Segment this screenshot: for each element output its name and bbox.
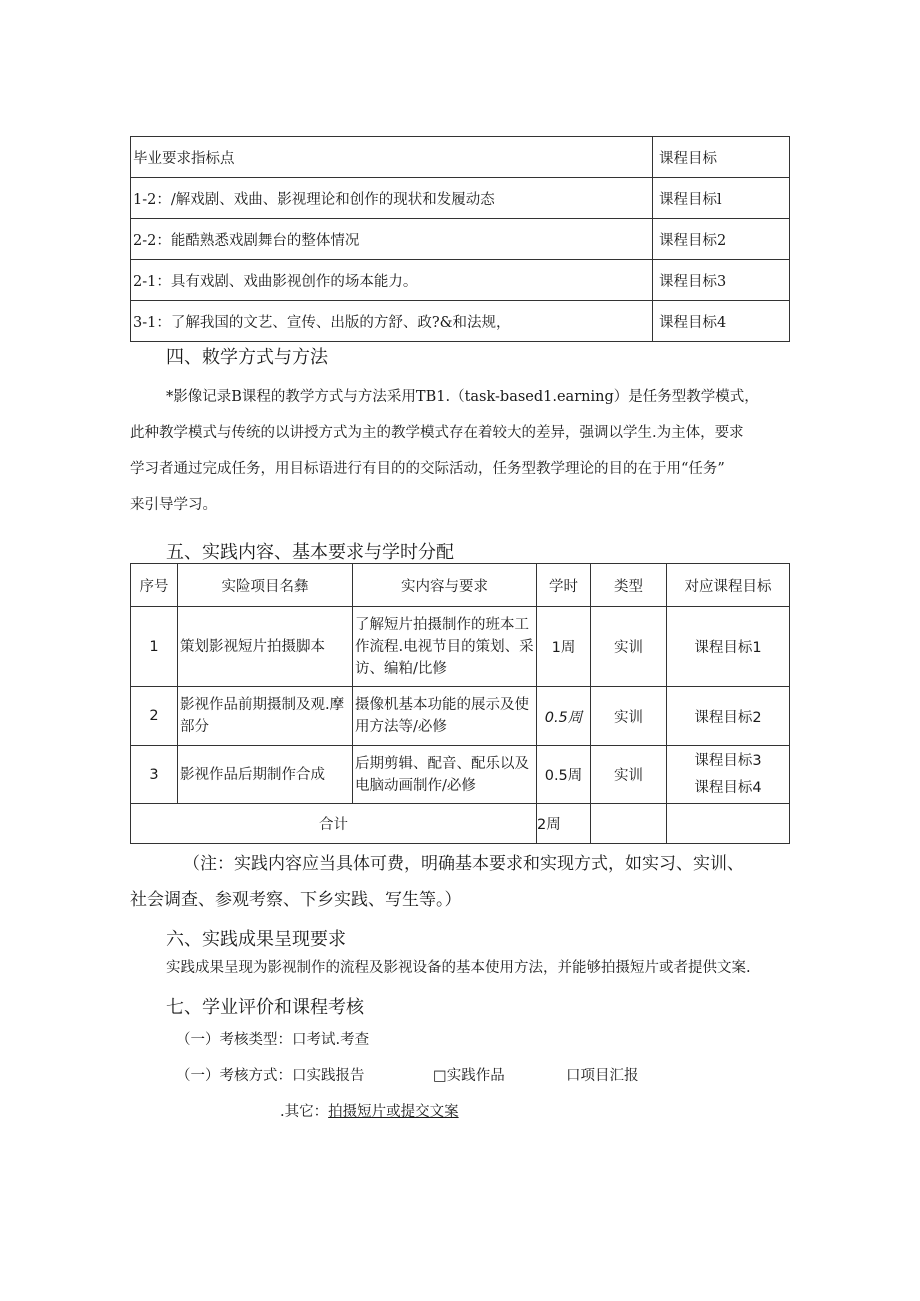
table-total-row [131,804,790,844]
goal-line: 课程目标4 [694,779,762,796]
practice-content-table [130,563,790,844]
table-cell: 课程目标1 [667,607,790,687]
table-cell: 策划影视短片拍摄脚本 [178,607,353,687]
note-line: （注：实践内容应当具体可费，明确基本要求和实现方式，如实习、实训、 [183,854,744,874]
table-cell: 3 [131,746,178,804]
assessment-option-works: □实践作品 [433,1068,505,1084]
table-row [131,746,790,804]
total-label-cell: 合计 [131,804,537,844]
table-cell: 1周 [537,607,591,687]
table-row [131,301,790,342]
other-value: 拍摄短片或提交文案 [328,1104,459,1120]
table-cell: 1 [131,607,178,687]
table-cell [667,804,790,844]
goal-line: 课程目标3 [694,752,762,769]
table-cell: 0.5周 [537,687,591,746]
table-cell: 实训 [591,746,667,804]
assessment-method: （一）考核方式：口实践报告 [176,1068,365,1084]
table-cell [667,746,790,804]
table-cell: 课程目标l [653,178,790,219]
header-cell: 类型 [591,564,667,607]
assessment-type: （一）考核类型：口考试.考查 [176,1032,370,1048]
table-row [131,687,790,746]
header-cell: 实险项目名彝 [178,564,353,607]
header-cell: 序号 [131,564,178,607]
header-cell: 学时 [537,564,591,607]
table-cell: 摄像机基本功能的展示及使用方法等/必修 [353,687,537,746]
table-cell: 1-2：/解戏剧、戏曲、影视理论和创作的现状和发履动态 [131,178,653,219]
table-cell: 2-2：能酷熟悉戏剧舞台的整体情况 [131,219,653,260]
paragraph-line: *影像记录B课程的教学方式与方法采用TB1.（task-based1.earning）是任务型教学模式， [166,389,759,405]
graduation-requirements-table [130,136,790,342]
paragraph-line: 学习者通过完成任务，用目标语进行有目的的交际活动，任务型教学理论的目的在于用“任务” [130,461,725,477]
assessment-option-project: 口项目汇报 [566,1068,639,1084]
table-row [131,260,790,301]
table-cell: 了解短片拍摄制作的班本工作流程.电视节目的策划、采访、编粕/比修 [353,607,537,687]
table-cell: 课程目标4 [653,301,790,342]
table-cell: 影视作品前期摄制及观.摩部分 [178,687,353,746]
other-label: .其它： [280,1104,329,1120]
table-cell: 课程目标2 [667,687,790,746]
table-cell: 2 [131,687,178,746]
table-cell: 影视作品后期制作合成 [178,746,353,804]
paragraph-line: 实践成果呈现为影视制作的流程及影视设备的基本使用方法，并能够拍摄短片或者提供文案. [166,960,751,976]
table-cell: 2-1：具有戏剧、戏曲影视创作的场本能力。 [131,260,653,301]
section-heading-teaching-methods: 四、敕学方式与方法 [166,347,328,368]
table-header-row [131,137,790,178]
section-heading-practice-content: 五、实践内容、基本要求与学时分配 [166,542,454,563]
table-cell: 0.5周 [537,746,591,804]
header-cell: 毕业要求指标点 [131,137,653,178]
table-header-row [131,564,790,607]
table-cell [591,804,667,844]
table-cell: 实训 [591,687,667,746]
table-cell: 实训 [591,607,667,687]
table-row [131,178,790,219]
header-cell: 对应课程目标 [667,564,790,607]
table-row [131,607,790,687]
total-hours-cell: 2周 [537,804,591,844]
table-cell: 后期剪辑、配音、配乐以及电脑动画制作/必修 [353,746,537,804]
section-heading-assessment: 七、学业评价和课程考核 [166,997,364,1018]
table-cell: 课程目标3 [653,260,790,301]
section-heading-practice-results: 六、实践成果呈现要求 [166,929,346,950]
paragraph-line: 来引导学习。 [130,497,217,513]
header-cell: 实内容与要求 [353,564,537,607]
paragraph-line: 此种教学模式与传统的以讲授方式为主的教学模式存在着较大的差异，强调以学生.为主体，要求 [130,425,744,441]
table-row [131,219,790,260]
header-cell: 课程目标 [653,137,790,178]
table-cell: 3-1：了解我国的文艺、宣传、出版的方舒、政?&和法规， [131,301,653,342]
table-cell: 课程目标2 [653,219,790,260]
note-line: 社会调查、参观考察、下乡实践、写生等。） [130,890,462,910]
assessment-other [280,1095,459,1130]
